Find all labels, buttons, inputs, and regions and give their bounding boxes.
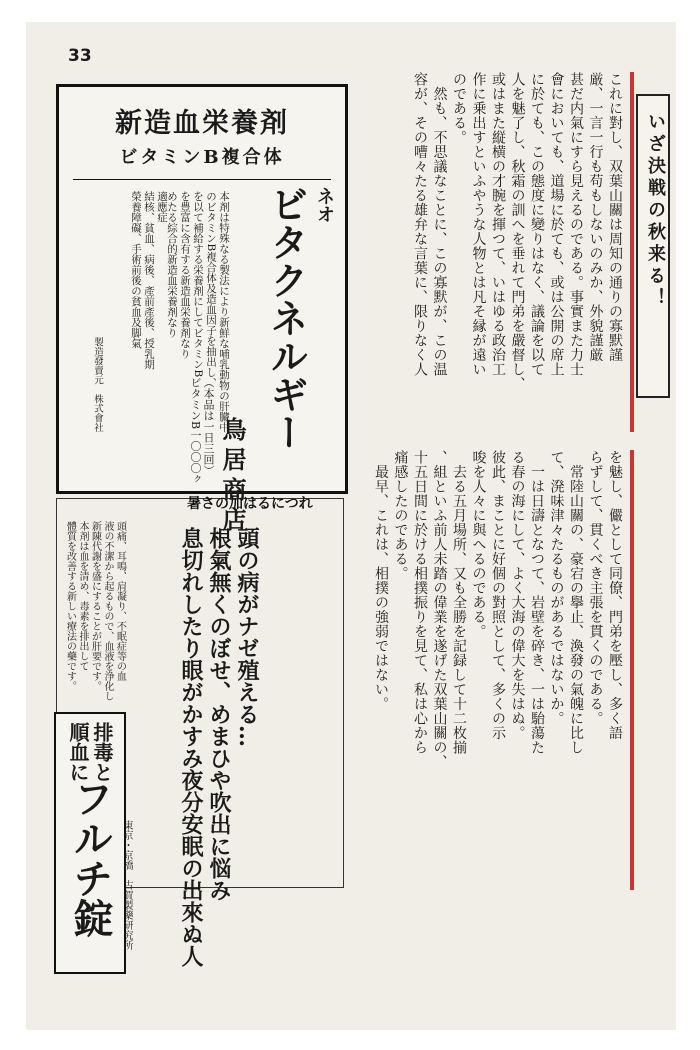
ad-vitamin-maker: 製造發賣元 株式會社 bbox=[92, 337, 103, 432]
article-heading: いざ決戦の秋来る！ bbox=[645, 112, 666, 310]
ad-noboze-body: 頭痛、耳鳴、肩凝り、不眠症等の血 液の不潔から起るもので、血液を浄化し 新陳代謝を盛にすることが肝要です。 本剤は血を清め、毒素を排出して 體質を改善する新しい療法の藥です。 bbox=[64, 521, 126, 701]
ad-noboze-headline: 頭の病がナゼ殖える… 根氣無くのぼせ、めまひや吹出に悩み 息切れしたり眼がかすみ夜分安眠の出來ぬ人 bbox=[178, 527, 260, 967]
ad-noboze-footer: 東京・京橋 古賀製藥研究所 bbox=[121, 820, 132, 950]
article-heading-box bbox=[636, 94, 670, 398]
ad-vitamin-title: 新造血栄養剤 bbox=[115, 108, 289, 139]
page-number: 33 bbox=[68, 46, 92, 66]
ad-vitamin-dosage: （本品は一日三回） ビタミンB一〇〇〇ㇰ bbox=[189, 377, 215, 485]
ad-vitamin-indications: 適應症 結核、貧血、病後、產前產後、授乳期 榮養障礙、手術前後の貧血及脚氣 bbox=[130, 191, 168, 370]
article-body-lower: を魅し、儼として同僚、門弟を壓し、多く語 らずして、貫くべき主張を貫くのである。 常陸山關の、豪宕の擧止、渙發の氣魄に比し て、溌味津々たるものがあるではないか。 一は日濤となつて、岩壁を碎き、一は駘蕩た る春の海にして、よく大海の偉大を失はぬ。 彼此、まことに好個の對照として、多くの示 唆を人々に與へるのである。 去る五月場所、又も全勝を記録して十二枚揃 、組といふ前人未踏の偉業を遂げた双葉山關の、 十五日間に於ける相撲振りを見て、私は心から 痛感したのである。 最早、これは、相撲の強弱ではない。 bbox=[324, 450, 634, 890]
ad-vitamin-description: 本剤は特殊なる製法により新鮮な哺乳動物の肝臓中 のビタミンB複合体及造血因子を抽出し、 を以て補給する栄養剤にしてビタミンB を豊富に含有する新造血栄養剤なり めたる綜合的新造血栄養剤なり bbox=[166, 191, 230, 433]
divider bbox=[73, 179, 331, 180]
ad-vitamin-subtitle: ビタミンB複合体 bbox=[119, 147, 285, 168]
ad-noboze-product-title: 排毒と 順血に bbox=[66, 722, 114, 782]
ad-noboze-banner: 暑さの加はるにつれ bbox=[187, 496, 313, 512]
ad-vitamin-neo: ネオ bbox=[314, 187, 335, 223]
ad-vitamin-brand: ビタクネルギー bbox=[264, 185, 308, 451]
ad-noboze-product-box bbox=[54, 712, 126, 974]
ad-noboze-product-name: フルチ錠 bbox=[67, 778, 113, 938]
article-body-upper: これに對し、双葉山關は周知の通りの寡默謹 厳、一言一行も苟もしないのみか、外貌謹厳 甚だ内氣にすら見えるのである。事實また力士 會においても、道場に於ても、或は公開の席上 に於ても、この態度に變りはなく、議論を以て 人を魅了し、秋霜の訓へを垂れて門弟を嚴督し、 或はまた縦横の才腕を揮つて、いはゆる政治工 作に乗出すといふやうな人物とは凡そ縁が遠い のである。 然も、不思議なことに、この寡默が、この温 容が、その嘈々たる雄弁な言葉に、限りなく人 bbox=[324, 72, 634, 432]
ad-vitamin-company: 鳥居商店 bbox=[218, 417, 247, 537]
